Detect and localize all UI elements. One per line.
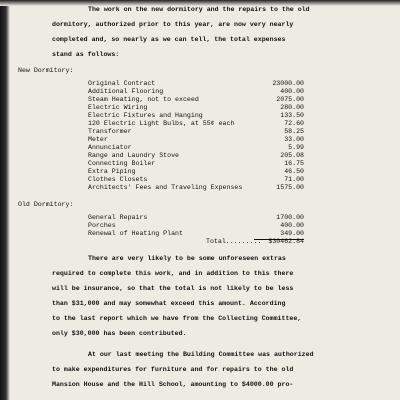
scan-edge-left bbox=[0, 0, 10, 400]
closing-line-3: will be insurance, so that the total is not likely to be less bbox=[52, 285, 294, 292]
old-dormitory-heading: Old Dormitory: bbox=[18, 201, 74, 208]
total-amount: $30462.84 bbox=[268, 238, 304, 245]
expense-label: Architects' Fees and Traveling Expenses bbox=[88, 184, 243, 191]
expense-label: Transformer bbox=[88, 128, 132, 135]
expense-label: 120 Electric Light Bulbs, at 55¢ each bbox=[88, 120, 235, 127]
expense-label: Original Contract bbox=[88, 80, 156, 87]
expense-label: Range and Laundry Stove bbox=[88, 152, 180, 159]
expense-amount: 23000.00 bbox=[272, 80, 304, 87]
intro-line-3: completed and, so nearly as we can tell, the total expenses bbox=[52, 36, 286, 43]
closing-line-1: There are very likely to be some unforeseen extras bbox=[88, 255, 286, 262]
closing-line-6: only $30,000 has been contributed. bbox=[52, 330, 187, 337]
closing-line-5: to the last report which we have from the Collecting Committee, bbox=[52, 315, 302, 322]
closing-line-9: Mansion House and the Hill School, amounting to $4000.00 pro- bbox=[52, 381, 294, 388]
expense-label: Electric Wiring bbox=[88, 104, 148, 111]
closing-line-7: At our last meeting the Building Committee was authorized bbox=[88, 351, 314, 358]
expense-label: Meter bbox=[88, 136, 108, 143]
closing-line-2: required to complete this work, and in addition to this there bbox=[52, 270, 294, 277]
expense-amount: 5.99 bbox=[288, 144, 304, 151]
expense-label: Additional Flooring bbox=[88, 88, 164, 95]
expense-label: Annunciator bbox=[88, 144, 132, 151]
expense-amount: 16.75 bbox=[284, 160, 304, 167]
expense-amount: 280.00 bbox=[280, 104, 304, 111]
expense-amount: 72.60 bbox=[284, 120, 304, 127]
closing-line-8: to make expenditures for furniture and for repairs to the old bbox=[52, 366, 294, 373]
expense-label: Porches bbox=[88, 222, 116, 229]
expense-label: Renewal of Heating Plant bbox=[88, 230, 183, 237]
expense-amount: 349.00 bbox=[280, 230, 304, 237]
expense-amount: 46.50 bbox=[284, 168, 304, 175]
intro-line-2: dormitory, authorized prior to this year, are now very nearly bbox=[52, 21, 294, 28]
intro-line-4: stand as follows: bbox=[52, 51, 120, 58]
expense-label: Clothes Closets bbox=[88, 176, 148, 183]
expense-label: Steam Heating, not to exceed bbox=[88, 96, 199, 103]
expense-amount: 400.00 bbox=[280, 88, 304, 95]
expense-amount: 400.00 bbox=[280, 222, 304, 229]
expense-amount: 205.08 bbox=[280, 152, 304, 159]
expense-amount: 133.50 bbox=[280, 112, 304, 119]
expense-amount: 33.00 bbox=[284, 136, 304, 143]
expense-amount: 1575.00 bbox=[276, 184, 304, 191]
closing-line-4: than $31,000 and may somewhat exceed this amount. According bbox=[52, 300, 286, 307]
expense-label: Connecting Boiler bbox=[88, 160, 156, 167]
expense-label: General Repairs bbox=[88, 214, 148, 221]
new-dormitory-heading: New Dormitory: bbox=[18, 67, 74, 74]
expense-amount: 58.25 bbox=[284, 128, 304, 135]
intro-line-1: The work on the new dormitory and the repairs to the old bbox=[88, 6, 310, 13]
expense-amount: 2075.00 bbox=[276, 96, 304, 103]
total-label: Total......... bbox=[206, 238, 262, 245]
expense-label: Electric Fixtures and Hanging bbox=[88, 112, 203, 119]
expense-label: Extra Piping bbox=[88, 168, 136, 175]
expense-amount: 1700.00 bbox=[276, 214, 304, 221]
expense-amount: 71.00 bbox=[284, 176, 304, 183]
